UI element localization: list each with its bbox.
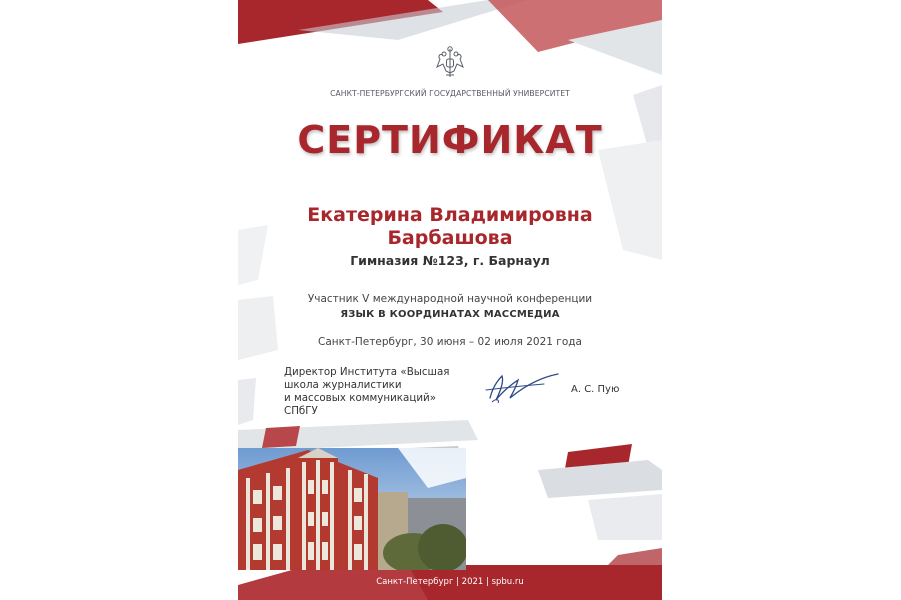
director-line2: школа журналистики [284,379,402,391]
university-building-photo [238,448,466,570]
recipient-name-line1: Екатерина Владимировна [307,204,593,226]
recipient-school: Гимназия №123, г. Барнаул [350,253,550,268]
director-title [284,366,474,418]
recipient-name-line2: Барбашова [387,227,513,249]
signature-icon [482,368,562,408]
director-line4: СПбГУ [284,405,318,417]
double-headed-eagle-emblem-icon [434,45,466,81]
university-name: САНКТ-ПЕТЕРБУРГСКИЙ ГОСУДАРСТВЕННЫЙ УНИВЕРСИТЕТ [330,89,570,98]
certificate-title: СЕРТИФИКАТ [297,118,603,162]
conference-name: ЯЗЫК В КООРДИНАТАХ МАССМЕДИА [340,309,560,320]
place-and-date: Санкт-Петербург, 30 июня – 02 июля 2021 года [318,336,582,348]
participation-text: Участник V международной научной конференции [307,293,593,305]
signer-name: А. С. Пую [571,384,620,395]
director-line1: Директор Института «Высшая [284,366,450,378]
footer-text: Санкт-Петербург | 2021 | spbu.ru [376,577,524,587]
recipient-name [238,204,662,250]
certificate-page [238,0,662,600]
director-line3: и массовых коммуникаций» [284,392,437,404]
